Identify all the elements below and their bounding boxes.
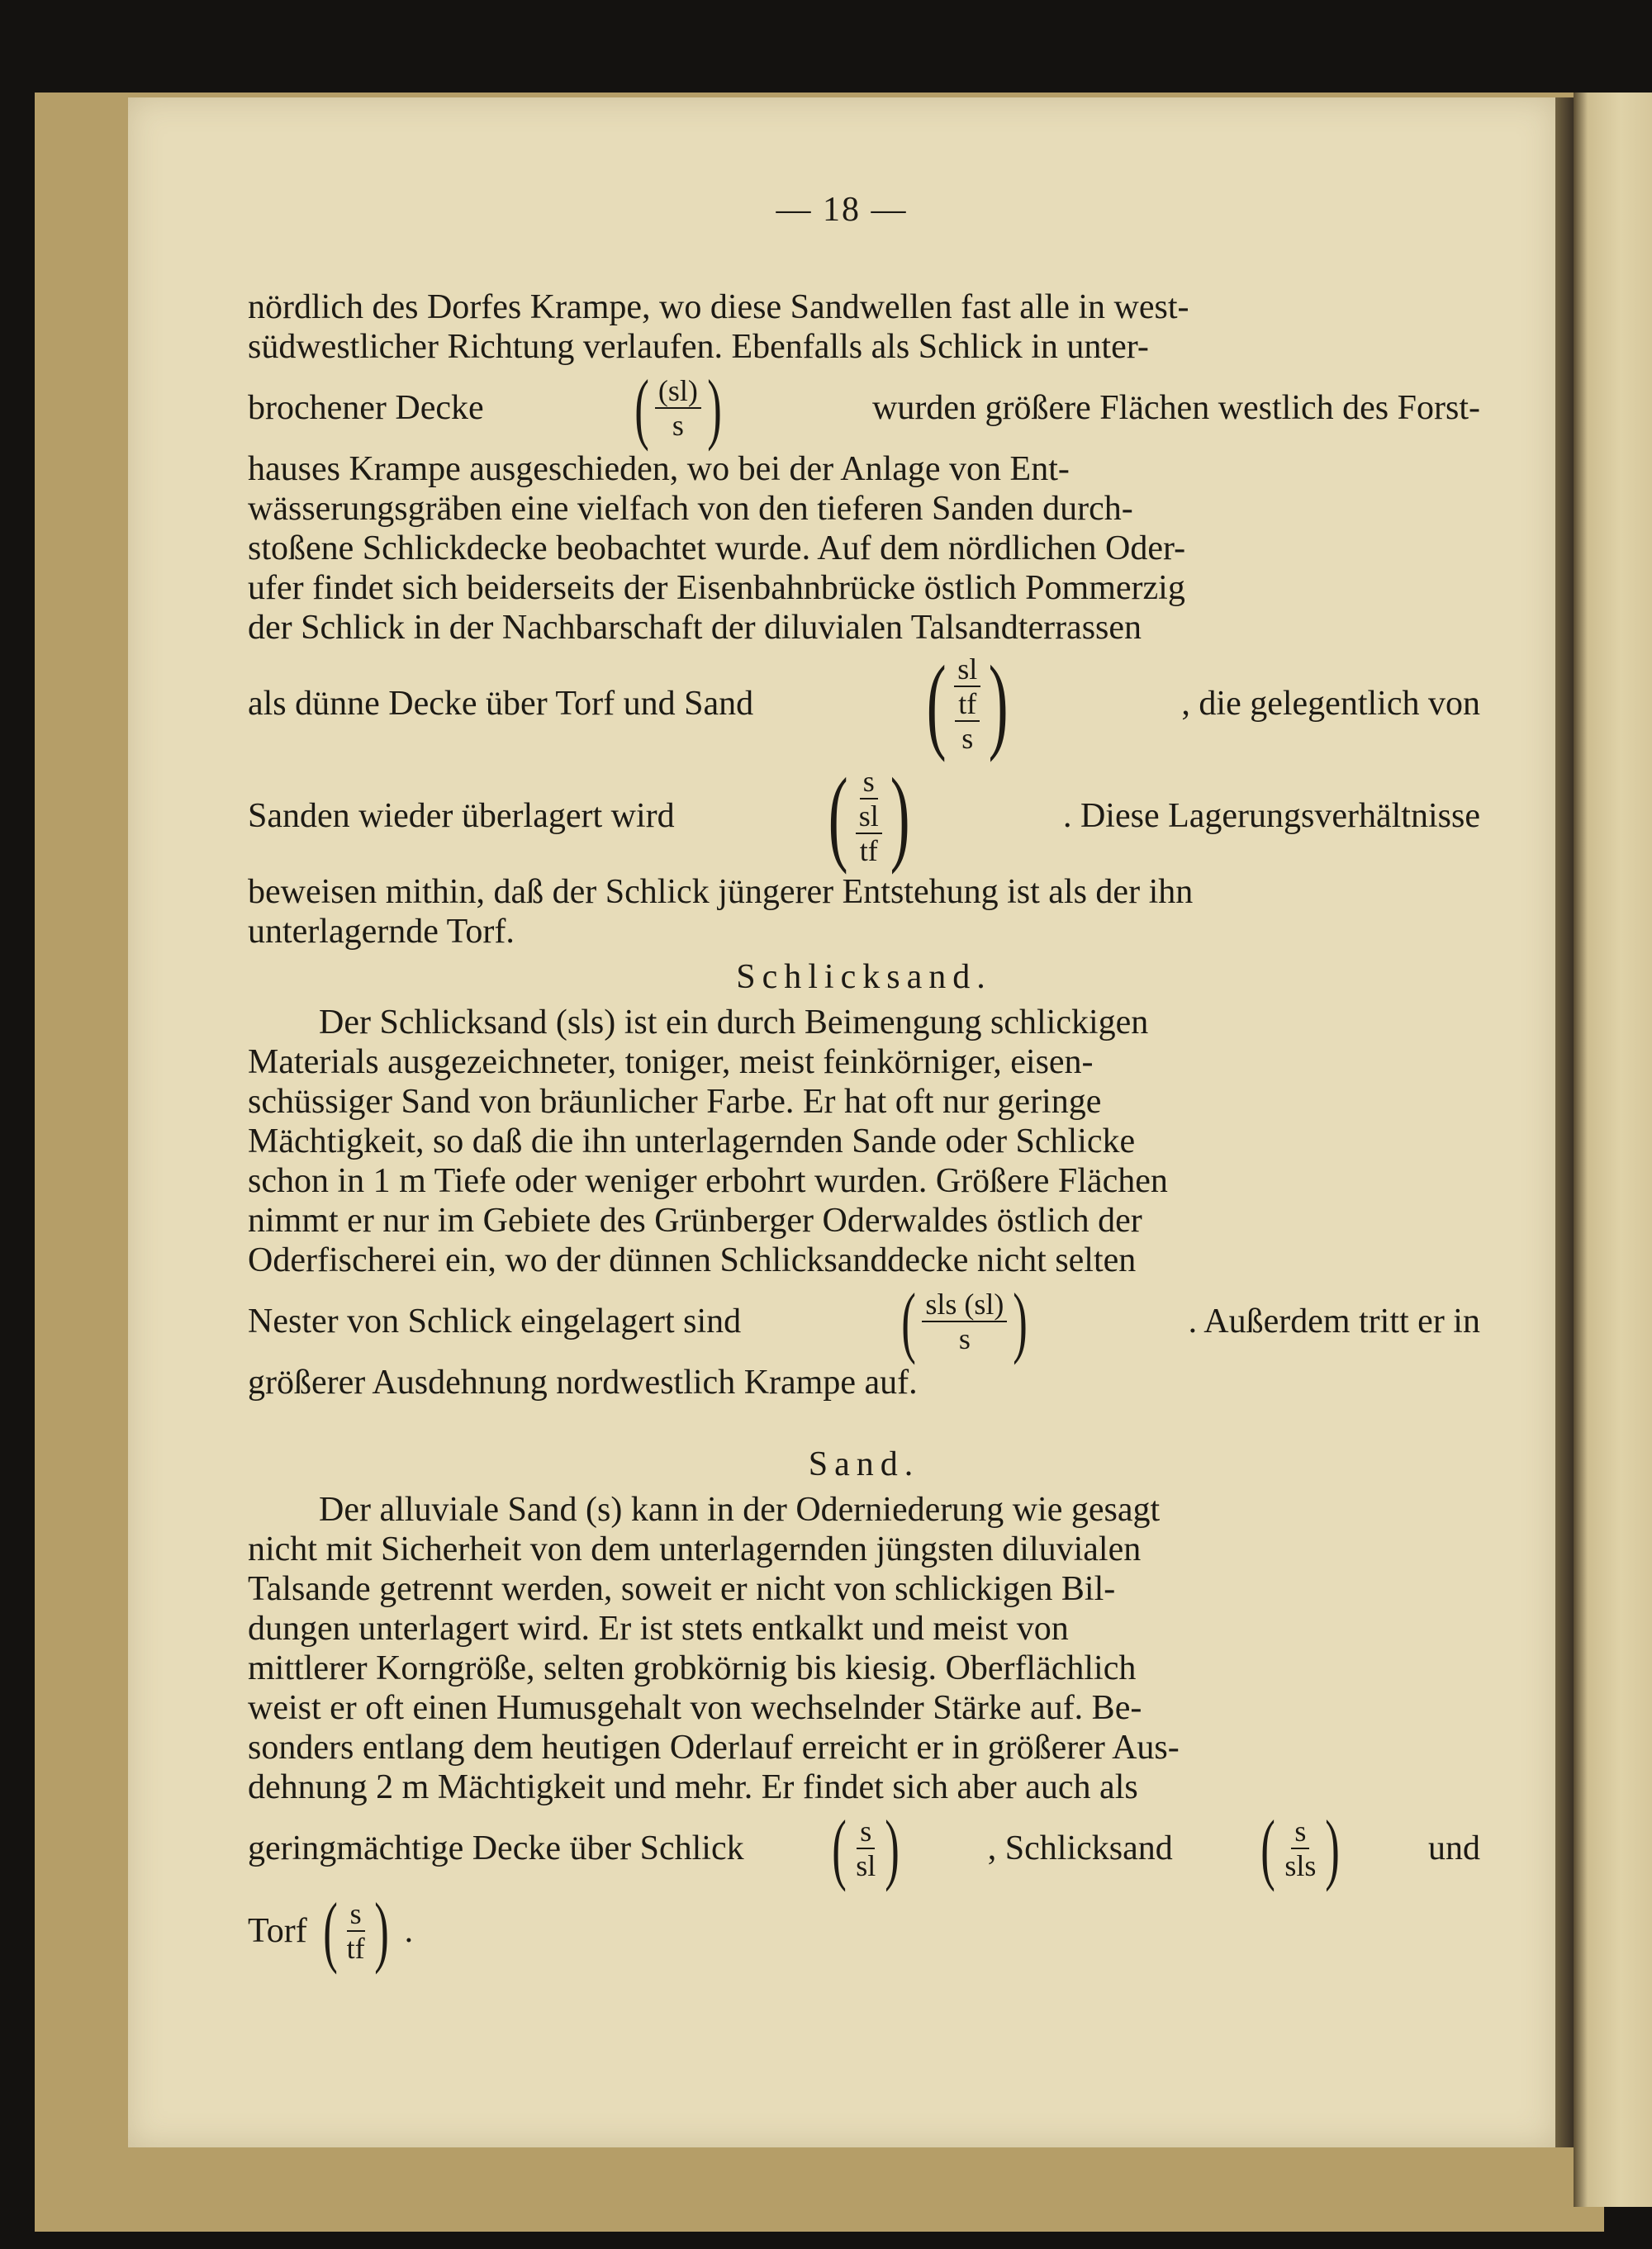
text-line: Oderfischerei ein, wo der dünnen Schlicksanddecke nicht selten (248, 1241, 1137, 1279)
text-segment: als dünne Decke über Torf und Sand (248, 685, 754, 723)
formula-denominator: tf (346, 1932, 365, 1965)
formula-middle: sl (856, 799, 882, 834)
adjacent-page-edge (1574, 93, 1652, 2207)
formula-top: s (860, 765, 878, 799)
page-gutter-shadow (1555, 97, 1574, 2147)
text-line: schon in 1 m Tiefe oder weniger erbohrt wurden. Größere Flächen (248, 1162, 1168, 1200)
formula-middle: tf (955, 687, 980, 722)
text-segment: wurden größere Flächen westlich des Forst- (872, 389, 1480, 427)
formula-numerator: sls (sl) (922, 1288, 1007, 1322)
text-line: Mächtigkeit, so daß die ihn unterlagernden Sande oder Schlicke (248, 1122, 1136, 1160)
text-segment: brochener Decke (248, 389, 484, 427)
text-line-with-formula (248, 644, 1480, 763)
text-line: Der alluviale Sand (s) kann in der Oderniederung wie gesagt (319, 1491, 1161, 1529)
page-number: — 18 — (776, 191, 908, 229)
text-segment: geringmächtige Decke über Schlick (248, 1829, 744, 1867)
text-line: hauses Krampe ausgeschieden, wo bei der Anlage von Ent- (248, 450, 1070, 488)
text-segment: , die gelegentlich von (1181, 685, 1480, 723)
formula-s-sl-tf: ( s sl tf ) (828, 757, 910, 875)
text-segment: . Außerdem tritt er in (1188, 1302, 1480, 1340)
text-segment: Torf (248, 1912, 307, 1950)
text-segment: Nester von Schlick eingelagert sind (248, 1302, 742, 1340)
text-line: beweisen mithin, daß der Schlick jüngerer Entstehung ist als der ihn (248, 873, 1194, 911)
text-segment: . (404, 1912, 414, 1950)
text-line: schüssiger Sand von bräunlicher Farbe. Er hat oft nur geringe (248, 1083, 1102, 1121)
text-line: wässerungsgräben eine vielfach von den tieferen Sanden durch- (248, 490, 1133, 528)
text-line-with-formula (248, 1804, 1480, 1892)
formula-bottom: s (961, 722, 974, 755)
formula-bottom: tf (859, 834, 878, 867)
formula-numerator: s (347, 1897, 365, 1932)
formula-sl-over-s: ( $\frac{(sl)}{s}$ ) (634, 363, 722, 452)
formula-sl-tf-s: ( sl tf s ) (926, 644, 1009, 763)
text-line: sonders entlang dem heutigen Oderlauf erreicht er in größerer Aus- (248, 1729, 1180, 1767)
text-line: weist er oft einen Humusgehalt von wechselnder Stärke auf. Be- (248, 1689, 1142, 1727)
formula-top: sl (954, 652, 980, 687)
formula-denominator: s (672, 409, 684, 442)
text-line-with-formula (248, 363, 1480, 452)
text-line: Der Schlicksand (sls) ist ein durch Beimengung schlickigen (319, 1004, 1149, 1041)
text-segment: Sanden wieder überlagert wird (248, 797, 675, 835)
section-heading-schlicksand: Schlicksand. (736, 958, 992, 996)
formula-s-over-sls: ( $\frac{s}{\text{sls}}$ ) (1260, 1804, 1341, 1892)
text-line: nicht mit Sicherheit von dem unterlagernden jüngsten diluvialen (248, 1530, 1142, 1568)
page-body-text (248, 287, 1480, 1975)
formula-denominator: s (958, 1322, 971, 1355)
text-segment: . Diese Lagerungsverhältnisse (1062, 797, 1480, 835)
text-line: stoßene Schlickdecke beobachtet wurde. Auf dem nördlichen Oder- (248, 529, 1186, 567)
text-line: unterlagernde Torf. (248, 913, 515, 951)
text-segment: und (1427, 1829, 1480, 1867)
text-line: dungen unterlagert wird. Er ist stets entkalkt und meist von (248, 1610, 1069, 1648)
text-line: nördlich des Dorfes Krampe, wo diese Sandwellen fast alle in west- (248, 288, 1189, 326)
formula-numerator: s (1291, 1815, 1309, 1849)
formula-s-over-tf: ( $\frac{s}{tf}$ ) (322, 1886, 389, 1975)
formula-denominator: sl (856, 1849, 876, 1882)
formula-sls-sl-over-s: ( $\frac{\text{sls (sl)}}{s}$ ) (901, 1277, 1028, 1365)
text-segment: , Schlicksand (987, 1829, 1173, 1867)
section-heading-sand: Sand. (808, 1445, 920, 1483)
formula-s-over-sl: ( $\frac{s}{sl}$ ) (832, 1804, 900, 1892)
text-line: Materials ausgezeichneter, toniger, meist feinkörniger, eisen- (248, 1043, 1094, 1081)
text-line-with-formula (248, 1277, 1480, 1365)
text-line: Talsande getrennt werden, soweit er nicht von schlickigen Bil- (248, 1570, 1116, 1608)
text-line: ufer findet sich beiderseits der Eisenbahnbrücke östlich Pommerzig (248, 569, 1185, 607)
text-line-with-formula (248, 757, 1480, 875)
text-line: südwestlicher Richtung verlaufen. Ebenfalls als Schlick in unter- (248, 328, 1149, 366)
formula-denominator: sls (1284, 1849, 1317, 1882)
text-line: mittlerer Korngröße, selten grobkörnig bis kiesig. Oberflächlich (248, 1649, 1137, 1687)
text-line: dehnung 2 m Mächtigkeit und mehr. Er findet sich aber auch als (248, 1768, 1138, 1806)
book-page (128, 97, 1555, 2147)
formula-numerator: s (857, 1815, 875, 1849)
text-line: größerer Ausdehnung nordwestlich Krampe auf. (248, 1364, 918, 1402)
text-line: der Schlick in der Nachbarschaft der diluvialen Talsandterrassen (248, 609, 1142, 647)
text-line-with-formula (248, 1886, 1480, 1975)
formula-numerator: (sl) (655, 374, 701, 409)
text-line: nimmt er nur im Gebiete des Grünberger Oderwaldes östlich der (248, 1202, 1142, 1240)
